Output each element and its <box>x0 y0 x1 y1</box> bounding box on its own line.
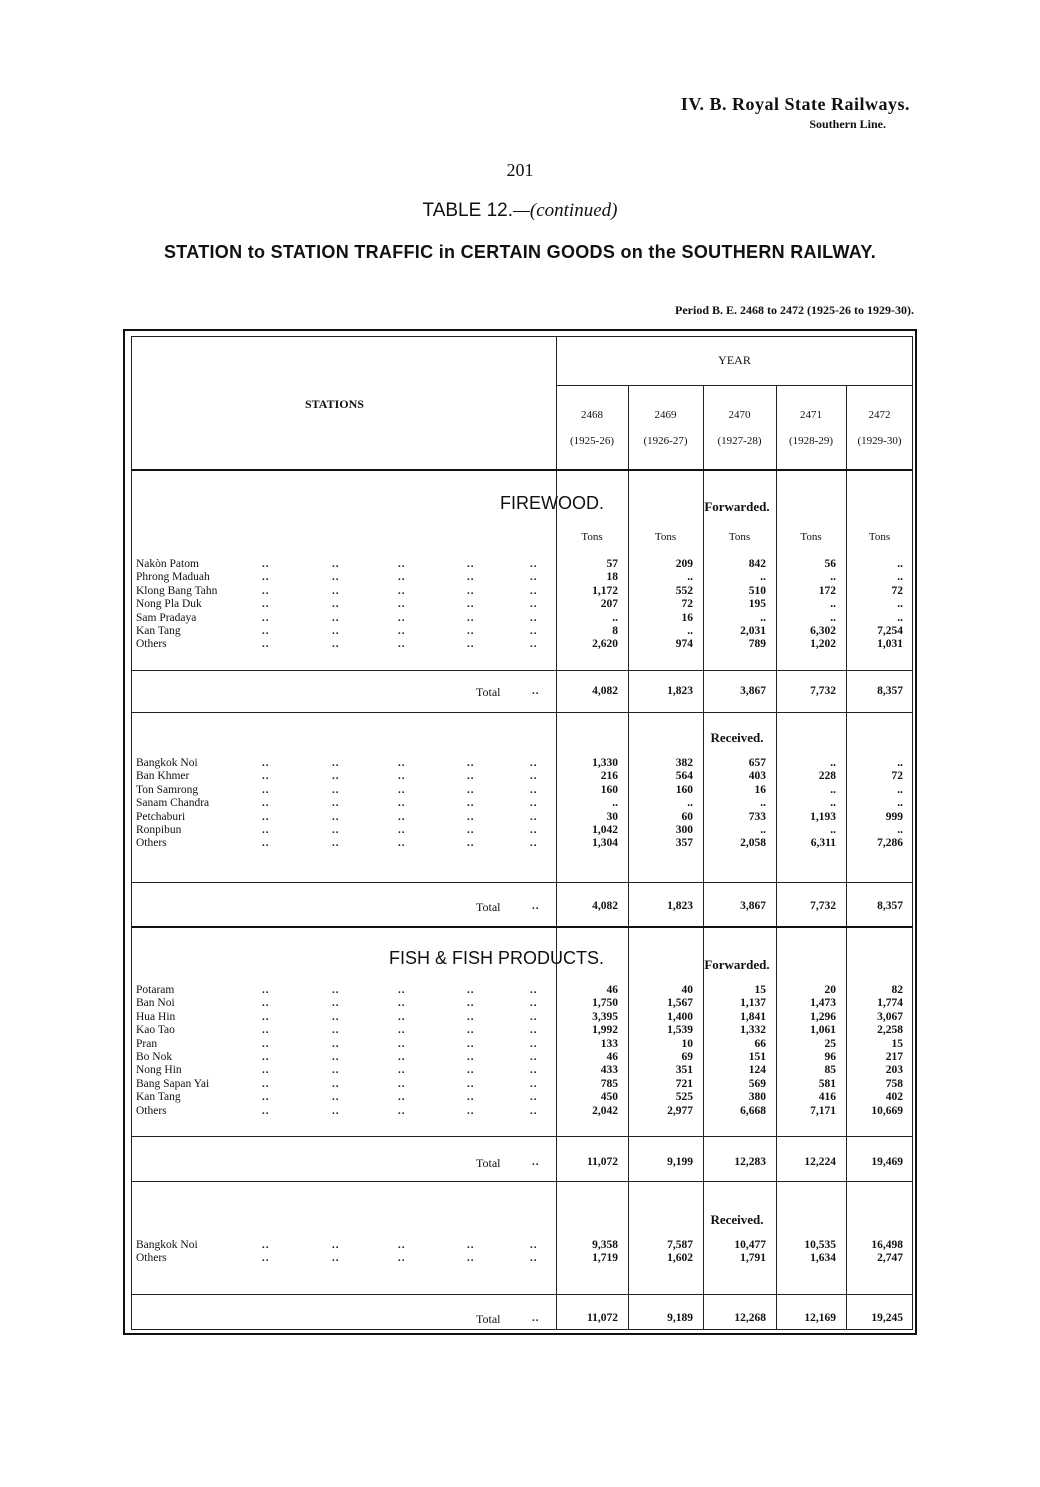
total-cell: 11,072 <box>587 1156 618 1168</box>
category-title: FIREWOOD. <box>500 493 604 513</box>
table-cell: 1,602 <box>667 1252 693 1265</box>
page-header <box>681 94 910 132</box>
leader-dots: .. .. <box>262 1239 270 1265</box>
table-cell: 16 <box>754 783 766 796</box>
leader-dots: .. .. .. .. .. .. .. <box>467 757 475 850</box>
table-cell: 2,620 <box>592 638 618 651</box>
table-cell: 1,473 <box>810 997 836 1010</box>
table-cell: .. <box>830 797 836 810</box>
year-label: 2471 <box>800 409 822 421</box>
leader-dots: .. .. <box>332 1239 340 1265</box>
leader-dots: .. <box>532 1156 540 1168</box>
stations-header: STATIONS <box>305 397 364 411</box>
table-cell: 72 <box>891 770 903 783</box>
value-column <box>776 1239 836 1266</box>
table-cell: 1,031 <box>877 638 903 651</box>
station-name: Kan Tang <box>136 1091 181 1104</box>
station-name: Bang Sapan Yai <box>136 1077 210 1090</box>
total-cell: 12,169 <box>804 1312 836 1324</box>
table-cell: .. <box>897 757 903 769</box>
leader-dots: .. .. <box>467 1239 475 1265</box>
category-title: FISH & FISH PRODUCTS. <box>388 948 604 968</box>
value-column <box>846 757 903 851</box>
table-cell: 380 <box>748 1091 766 1104</box>
table-cell: 1,332 <box>740 1024 766 1037</box>
leader-dots: .. .. .. .. .. .. .. <box>398 757 406 850</box>
leader-dots: .. .. .. .. .. .. .. <box>398 558 406 651</box>
year-label: 2468 <box>581 409 603 421</box>
table-cell: 351 <box>675 1064 693 1077</box>
year-label: 2472 <box>868 409 891 421</box>
year-range-label: (1925-26) <box>570 435 614 447</box>
leader-dots: .. .. .. .. .. .. .. <box>530 757 538 850</box>
total-label: Total <box>476 1312 501 1326</box>
station-name: Bangkok Noi <box>136 757 198 769</box>
leader-dots: .. .. .. .. .. .. .. .. .. .. <box>530 984 538 1117</box>
table-cell: 2,058 <box>740 837 766 850</box>
table-cell: 2,031 <box>740 624 766 637</box>
station-name: Others <box>136 1252 167 1265</box>
table-cell: 1,330 <box>592 757 618 769</box>
total-cell: 19,469 <box>871 1156 903 1168</box>
station-name: Others <box>136 837 167 850</box>
value-column <box>628 558 693 652</box>
section-rule <box>131 882 913 883</box>
table-cell: 1,202 <box>810 638 836 651</box>
value-column <box>628 1239 693 1266</box>
year-label: 2469 <box>654 409 677 421</box>
table-cell: 16 <box>681 611 693 624</box>
station-name: Petchaburi <box>136 810 186 823</box>
total-cell: 11,072 <box>587 1312 618 1324</box>
table-cell: 403 <box>748 770 766 783</box>
table-cell: 2,042 <box>592 1104 618 1117</box>
total-cell: 8,357 <box>877 685 903 697</box>
station-list <box>136 558 217 652</box>
table-cell: 18 <box>606 571 618 584</box>
station-name: Phrong Maduah <box>136 571 210 584</box>
table-cell: 203 <box>885 1064 903 1077</box>
table-cell: 72 <box>681 598 693 611</box>
total-cell: 8,357 <box>877 900 903 912</box>
total-cell: 4,082 <box>592 685 618 697</box>
station-name: Klong Bang Tahn <box>136 584 218 597</box>
station-name: Ronpibun <box>136 823 182 836</box>
column-rule <box>628 385 629 1330</box>
leader-dots: .. .. <box>398 1239 406 1265</box>
table-cell: 7,171 <box>810 1104 836 1117</box>
station-name: Others <box>136 638 167 651</box>
section-rule <box>131 670 913 671</box>
table-cell: .. <box>897 783 903 796</box>
total-cell: 19,245 <box>871 1312 903 1324</box>
table-cell: .. <box>897 823 903 836</box>
value-column <box>776 757 836 851</box>
table-cell: .. <box>612 797 618 810</box>
station-list <box>136 984 209 1118</box>
table-cell: 3,067 <box>877 1010 903 1023</box>
table-cell: 1,042 <box>592 823 618 836</box>
total-label: Total <box>476 900 501 914</box>
table-cell: 402 <box>885 1091 903 1104</box>
table-cell: 1,061 <box>810 1024 836 1037</box>
table-label: TABLE 12. <box>422 200 513 221</box>
station-name: Sam Pradaya <box>136 611 197 624</box>
total-cell: 3,867 <box>740 685 766 697</box>
column-rule <box>846 385 847 1330</box>
table-title <box>0 200 1040 222</box>
table-cell: 160 <box>600 783 618 796</box>
table-cell: 10,669 <box>871 1104 903 1117</box>
table-cell: 8 <box>612 624 618 637</box>
value-column <box>776 558 836 652</box>
year-range-label: (1926-27) <box>643 435 688 447</box>
direction-label: Received. <box>710 1212 764 1227</box>
leader-dots: .. .. .. .. .. .. .. <box>332 558 340 651</box>
table-cell: 552 <box>675 584 693 597</box>
leader-dots: .. <box>532 685 540 697</box>
section-rule <box>131 1136 913 1137</box>
table-cell: 382 <box>675 757 693 769</box>
station-name: Nakòn Patom <box>136 558 199 570</box>
direction-label: Forwarded. <box>704 957 770 972</box>
table-continued: —(continued) <box>513 200 618 221</box>
table-cell: 657 <box>748 757 766 769</box>
table-cell: .. <box>830 823 836 836</box>
station-list <box>136 757 209 851</box>
table-cell: .. <box>830 598 836 611</box>
table-cell: .. <box>612 611 618 624</box>
year-range-label: (1929-30) <box>857 435 902 447</box>
total-cell: 12,224 <box>804 1156 836 1168</box>
value-column <box>556 757 618 851</box>
leader-dots: .. .. .. .. .. .. .. <box>530 558 538 651</box>
table-cell: 1,539 <box>667 1024 693 1037</box>
table-cell: .. <box>897 611 903 624</box>
value-column <box>628 984 693 1118</box>
table-cell: 57 <box>606 558 618 570</box>
value-column <box>703 558 766 652</box>
station-name: Kan Tang <box>136 624 181 637</box>
table-cell: 1,137 <box>740 997 766 1010</box>
table-cell: 15 <box>891 1037 903 1050</box>
year-rule <box>556 385 913 386</box>
total-cell: 4,082 <box>592 900 618 912</box>
table-cell: 228 <box>818 770 836 783</box>
table-cell: 974 <box>675 638 693 651</box>
section-rule <box>131 712 913 713</box>
table-cell: 3,395 <box>592 1010 618 1023</box>
station-name: Sanam Chandra <box>136 797 210 810</box>
unit-label: Tons <box>800 531 822 543</box>
station-name: Potaram <box>136 984 175 996</box>
table-cell: .. <box>830 757 836 769</box>
table-cell: .. <box>760 797 766 810</box>
table-cell: 1,774 <box>877 997 903 1010</box>
total-cell: 7,732 <box>810 685 836 697</box>
station-name: Ton Samrong <box>136 783 199 796</box>
section-rule <box>131 926 913 928</box>
table-cell: 564 <box>675 770 693 783</box>
table-cell: 46 <box>606 1050 618 1063</box>
unit-label: Tons <box>868 531 891 543</box>
table-cell: 96 <box>824 1050 836 1063</box>
table-cell: 1,841 <box>740 1010 766 1023</box>
table-cell: 1,296 <box>810 1010 836 1023</box>
table-cell: 1,567 <box>667 997 693 1010</box>
table-cell: .. <box>760 571 766 584</box>
direction-label: Received. <box>710 730 764 745</box>
table-cell: 60 <box>681 810 693 823</box>
total-label: Total <box>476 1156 501 1170</box>
table-cell: 195 <box>748 598 766 611</box>
period-label: Period B. E. 2468 to 2472 (1925-26 to 1929-30). <box>675 303 914 317</box>
table-cell: .. <box>897 558 903 570</box>
leader-dots: .. .. .. .. .. .. .. <box>332 757 340 850</box>
table-cell: 217 <box>885 1050 903 1063</box>
value-column <box>703 984 766 1118</box>
leader-dots: .. .. .. .. .. .. .. .. .. .. <box>398 984 406 1117</box>
station-name: Kao Tao <box>136 1024 175 1037</box>
station-name: Pran <box>136 1037 158 1050</box>
table-cell: 6,302 <box>810 624 836 637</box>
table-cell: 1,992 <box>592 1024 618 1037</box>
station-name: Nong Pla Duk <box>136 598 202 611</box>
table-cell: 56 <box>824 558 836 570</box>
leader-dots: .. .. .. .. .. .. .. <box>262 757 270 850</box>
total-cell: 9,199 <box>667 1156 693 1168</box>
total-cell: 12,268 <box>734 1312 766 1324</box>
table-cell: 789 <box>748 638 766 651</box>
value-column <box>556 1239 618 1266</box>
table-cell: 40 <box>681 984 693 996</box>
table-cell: 842 <box>748 558 766 570</box>
station-name: Hua Hin <box>136 1010 176 1023</box>
table-cell: 416 <box>818 1091 836 1104</box>
table-cell: 357 <box>675 837 693 850</box>
table-cell: .. <box>687 624 693 637</box>
total-cell: 12,283 <box>734 1156 766 1168</box>
table-cell: 1,172 <box>592 584 618 597</box>
total-cell: 1,823 <box>667 900 693 912</box>
total-label: Total <box>476 685 501 699</box>
table-cell: 72 <box>891 584 903 597</box>
table-cell: .. <box>687 571 693 584</box>
table-cell: 124 <box>748 1064 766 1077</box>
table-cell: 6,311 <box>810 837 836 850</box>
station-list <box>136 1239 198 1266</box>
table-cell: 785 <box>600 1077 618 1090</box>
table-cell: 7,286 <box>877 837 903 850</box>
table-cell: 569 <box>748 1077 766 1090</box>
table-cell: 7,587 <box>667 1239 693 1251</box>
table-cell: 133 <box>600 1037 618 1050</box>
section-rule <box>131 1294 913 1295</box>
table-cell: 216 <box>600 770 618 783</box>
table-cell: .. <box>687 797 693 810</box>
leader-dots: .. <box>532 1312 540 1324</box>
table-cell: 85 <box>824 1064 836 1077</box>
table-cell: 66 <box>754 1037 766 1050</box>
table-cell: 999 <box>885 810 903 823</box>
station-name: Bangkok Noi <box>136 1239 198 1251</box>
table-cell: 6,668 <box>740 1104 766 1117</box>
table-cell: 82 <box>891 984 903 996</box>
column-rule <box>703 385 704 1330</box>
section-rule <box>131 1181 913 1182</box>
unit-label: Tons <box>654 531 677 543</box>
table-cell: 10,477 <box>734 1239 766 1251</box>
table-cell: 151 <box>748 1050 766 1063</box>
total-cell: 9,189 <box>667 1312 693 1324</box>
table-cell: 1,634 <box>810 1252 836 1265</box>
unit-label: Tons <box>728 531 751 543</box>
value-column <box>703 1239 766 1266</box>
table-cell: 1,791 <box>740 1252 766 1265</box>
table-cell: .. <box>760 611 766 624</box>
table-cell: 172 <box>818 584 836 597</box>
table-cell: 1,750 <box>592 997 618 1010</box>
table-cell: .. <box>760 823 766 836</box>
table-cell: .. <box>897 797 903 810</box>
year-header: YEAR <box>718 353 751 367</box>
table-cell: 450 <box>600 1091 618 1104</box>
table-cell: 1,193 <box>810 810 836 823</box>
table-cell: 10 <box>681 1037 693 1050</box>
year-label: 2470 <box>728 409 751 421</box>
column-rule <box>776 385 777 1330</box>
table-subtitle: STATION to STATION TRAFFIC in CERTAIN GOODS on the SOUTHERN RAILWAY. <box>163 242 877 262</box>
table-cell: 733 <box>748 810 766 823</box>
value-column <box>846 984 903 1118</box>
table-cell: 9,358 <box>592 1239 618 1251</box>
header-subtitle: Southern Line. <box>809 117 886 131</box>
table-cell: .. <box>897 598 903 611</box>
table-cell: 25 <box>824 1037 836 1050</box>
table-cell: 2,747 <box>877 1252 903 1265</box>
value-column <box>556 558 618 652</box>
leader-dots: .. .. <box>530 1239 538 1265</box>
total-cell: 1,823 <box>667 685 693 697</box>
table-cell: 209 <box>675 558 693 570</box>
station-name: Bo Nok <box>136 1050 173 1063</box>
table-cell: 758 <box>885 1077 903 1090</box>
table-cell: .. <box>897 571 903 584</box>
table-cell: 7,254 <box>877 624 903 637</box>
header-title: IV. B. Royal State Railways. <box>680 94 910 114</box>
value-column <box>846 1239 903 1266</box>
table-cell: 433 <box>600 1064 618 1077</box>
value-column <box>703 757 766 851</box>
table-cell: 20 <box>824 984 836 996</box>
station-name: Ban Khmer <box>136 770 190 783</box>
table-cell: .. <box>830 783 836 796</box>
table-cell: 160 <box>675 783 693 796</box>
table-cell: 581 <box>818 1077 836 1090</box>
direction-label: Forwarded. <box>704 499 770 514</box>
table-cell: 2,258 <box>877 1024 903 1037</box>
table-cell: .. <box>830 611 836 624</box>
leader-dots: .. .. .. .. .. .. .. .. .. .. <box>262 984 270 1117</box>
total-cell: 7,732 <box>810 900 836 912</box>
table-cell: 1,304 <box>592 837 618 850</box>
table-cell: 15 <box>754 984 766 996</box>
table-cell: 16,498 <box>871 1239 903 1251</box>
year-range-label: (1928-29) <box>789 435 833 447</box>
leader-dots: .. <box>532 900 540 912</box>
station-name: Others <box>136 1104 167 1117</box>
table-cell: 69 <box>681 1050 693 1063</box>
table-cell: 721 <box>675 1077 693 1090</box>
value-column <box>556 984 618 1118</box>
table-cell: 10,535 <box>804 1239 836 1251</box>
table-cell: 30 <box>606 810 618 823</box>
year-range-label: (1927-28) <box>717 435 762 447</box>
value-column <box>846 558 903 652</box>
table-cell: 1,719 <box>592 1252 618 1265</box>
table-cell: 207 <box>600 598 618 611</box>
value-column <box>628 757 693 851</box>
page-number: 201 <box>506 160 534 180</box>
table-cell: 525 <box>675 1091 693 1104</box>
station-name: Nong Hin <box>136 1064 182 1077</box>
table-cell: 46 <box>606 984 618 996</box>
total-cell: 3,867 <box>740 900 766 912</box>
station-name: Ban Noi <box>136 997 175 1010</box>
leader-dots: .. .. .. .. .. .. .. <box>262 558 270 651</box>
table-cell: .. <box>830 571 836 584</box>
table-cell: 1,400 <box>667 1010 693 1023</box>
leader-dots: .. .. .. .. .. .. .. .. .. .. <box>332 984 340 1117</box>
unit-label: Tons <box>581 531 603 543</box>
leader-dots: .. .. .. .. .. .. .. .. .. .. <box>467 984 475 1117</box>
table-cell: 510 <box>748 584 766 597</box>
table-cell: 300 <box>675 823 693 836</box>
value-column <box>776 984 836 1118</box>
leader-dots: .. .. .. .. .. .. .. <box>467 558 475 651</box>
header-rule <box>131 469 913 471</box>
table-cell: 2,977 <box>667 1104 693 1117</box>
